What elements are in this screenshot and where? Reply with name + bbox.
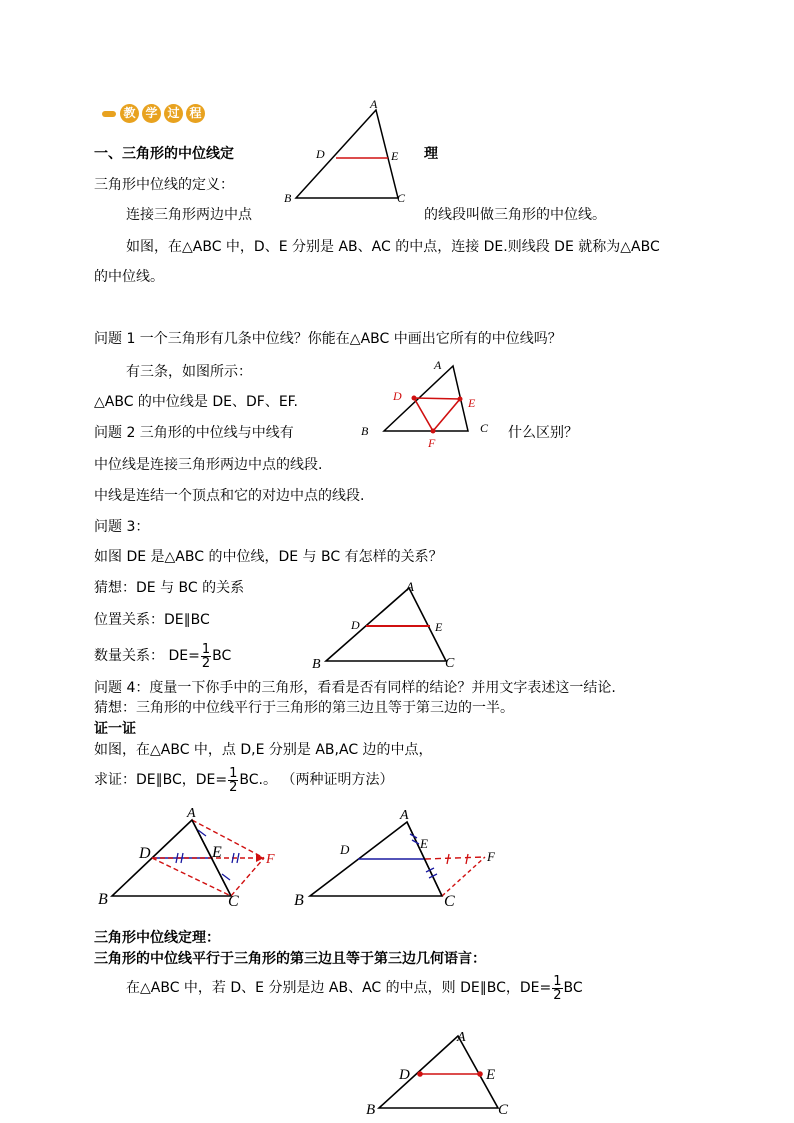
label-C: C	[498, 1102, 509, 1118]
label-A: A	[406, 579, 414, 594]
label-A: A	[187, 806, 196, 821]
figure-triangle-3	[306, 578, 466, 673]
label-D: D	[316, 147, 325, 161]
proof-text-a: 求证：DE∥BC，DE=	[94, 772, 228, 788]
label-E: E	[212, 844, 222, 861]
label-A: A	[400, 808, 409, 823]
label-A: A	[457, 1030, 466, 1045]
label-F: F	[428, 436, 436, 450]
figure-proof-1	[94, 800, 294, 910]
question-3-position: 位置关系：DE∥BC	[94, 612, 210, 628]
question-2-b: 什么区别？	[508, 425, 578, 441]
label-D: D	[351, 618, 360, 632]
banner-char: 过	[164, 104, 183, 123]
fraction-denominator: 2	[553, 987, 562, 1003]
fraction-half	[201, 643, 211, 670]
quantity-text-a: 数量关系： DE=	[94, 648, 200, 664]
figure-triangle-4	[362, 1024, 522, 1119]
fraction-numerator: 1	[553, 973, 562, 989]
question-3-label: 问题 3：	[94, 519, 150, 535]
quantity-text-b: BC	[212, 648, 232, 664]
section-heading: 一、三角形的中位线定	[94, 146, 234, 162]
example-line-2: 的中位线。	[94, 269, 164, 285]
question-1-answer: 有三条，如图所示：	[126, 364, 252, 380]
label-B: B	[98, 891, 108, 908]
theorem-text-a: 在△ABC 中，若 D、E 分别是边 AB、AC 的中点，则 DE∥BC，DE=	[126, 980, 552, 996]
label-E: E	[486, 1067, 496, 1083]
question-4: 问题 4：度量一下你手中的三角形，看看是否有同样的结论？并用文字表述这一结论.	[94, 680, 616, 696]
label-C: C	[445, 656, 455, 671]
label-F: F	[487, 849, 495, 864]
label-E: E	[391, 149, 399, 163]
label-B: B	[361, 424, 369, 438]
question-3-quantity	[94, 638, 231, 674]
banner-char: 教	[120, 104, 139, 123]
section-heading-tail: 理	[424, 146, 438, 162]
label-D: D	[399, 1067, 410, 1083]
label-A: A	[370, 97, 378, 111]
fraction-half	[228, 767, 238, 794]
question-2-answer-2: 中线是连结一个顶点和它的对边中点的线段.	[94, 488, 365, 504]
theorem-title: 三角形中位线定理：	[94, 930, 220, 946]
definition-label: 三角形中位线的定义：	[94, 177, 234, 193]
question-4-guess: 猜想：三角形的中位线平行于三角形的第三边且等于第三边的一半。	[94, 700, 514, 716]
example-line-1: 如图，在△ABC 中，D、E 分别是 AB、AC 的中点，连接 DE.则线段 DE 就称为△ABC	[126, 239, 660, 255]
label-E: E	[435, 620, 443, 634]
question-3-text: 如图 DE 是△ABC 的中位线，DE 与 BC 有怎样的关系？	[94, 549, 443, 565]
label-C: C	[397, 191, 406, 205]
banner-char: 程	[186, 104, 205, 123]
label-B: B	[366, 1102, 376, 1118]
banner-char: 学	[142, 104, 161, 123]
figure-proof-2	[290, 800, 510, 910]
label-E: E	[420, 836, 428, 851]
label-F: F	[266, 852, 275, 867]
fraction-denominator: 2	[201, 655, 211, 671]
fraction-denominator: 2	[229, 779, 238, 795]
proof-title: 证一证	[94, 721, 136, 737]
proof-text-b: BC.。 （两种证明方法）	[239, 772, 394, 788]
definition-text-a: 连接三角形两边中点	[126, 207, 252, 223]
fraction-numerator: 1	[229, 765, 238, 781]
label-B: B	[312, 657, 321, 672]
fraction-half	[552, 975, 562, 1002]
label-E: E	[468, 396, 476, 410]
label-B: B	[284, 191, 292, 205]
label-D: D	[393, 389, 402, 403]
label-C: C	[480, 421, 489, 435]
question-2-a: 问题 2 三角形的中位线与中线有	[94, 425, 294, 441]
question-3-guess: 猜想：DE 与 BC 的关系	[94, 580, 245, 596]
proof-line-1: 如图，在△ABC 中，点 D,E 分别是 AB,AC 边的中点，	[94, 742, 433, 758]
teaching-process-banner	[98, 101, 206, 127]
question-1: 问题 1 一个三角形有几条中位线？你能在△ABC 中画出它所有的中位线吗？	[94, 331, 562, 347]
question-2-answer-1: 中位线是连接三角形两边中点的线段.	[94, 457, 323, 473]
definition-text-b: 的线段叫做三角形的中位线。	[424, 207, 606, 223]
label-B: B	[294, 892, 304, 909]
figure-triangle-2	[358, 356, 498, 451]
theorem-geometric-language	[126, 970, 583, 1006]
figure-triangle-1	[280, 98, 420, 208]
label-D: D	[340, 842, 350, 857]
banner-stripe	[102, 111, 116, 117]
label-D: D	[139, 845, 151, 862]
theorem-text-b: BC	[563, 980, 583, 996]
fraction-numerator: 1	[201, 641, 211, 657]
theorem-statement: 三角形的中位线平行于三角形的第三边且等于第三边几何语言：	[94, 951, 486, 967]
label-C: C	[444, 893, 455, 910]
proof-line-2	[94, 762, 393, 798]
label-C: C	[228, 893, 239, 910]
label-A: A	[434, 358, 442, 372]
question-1-list: △ABC 的中位线是 DE、DF、EF.	[94, 394, 298, 410]
